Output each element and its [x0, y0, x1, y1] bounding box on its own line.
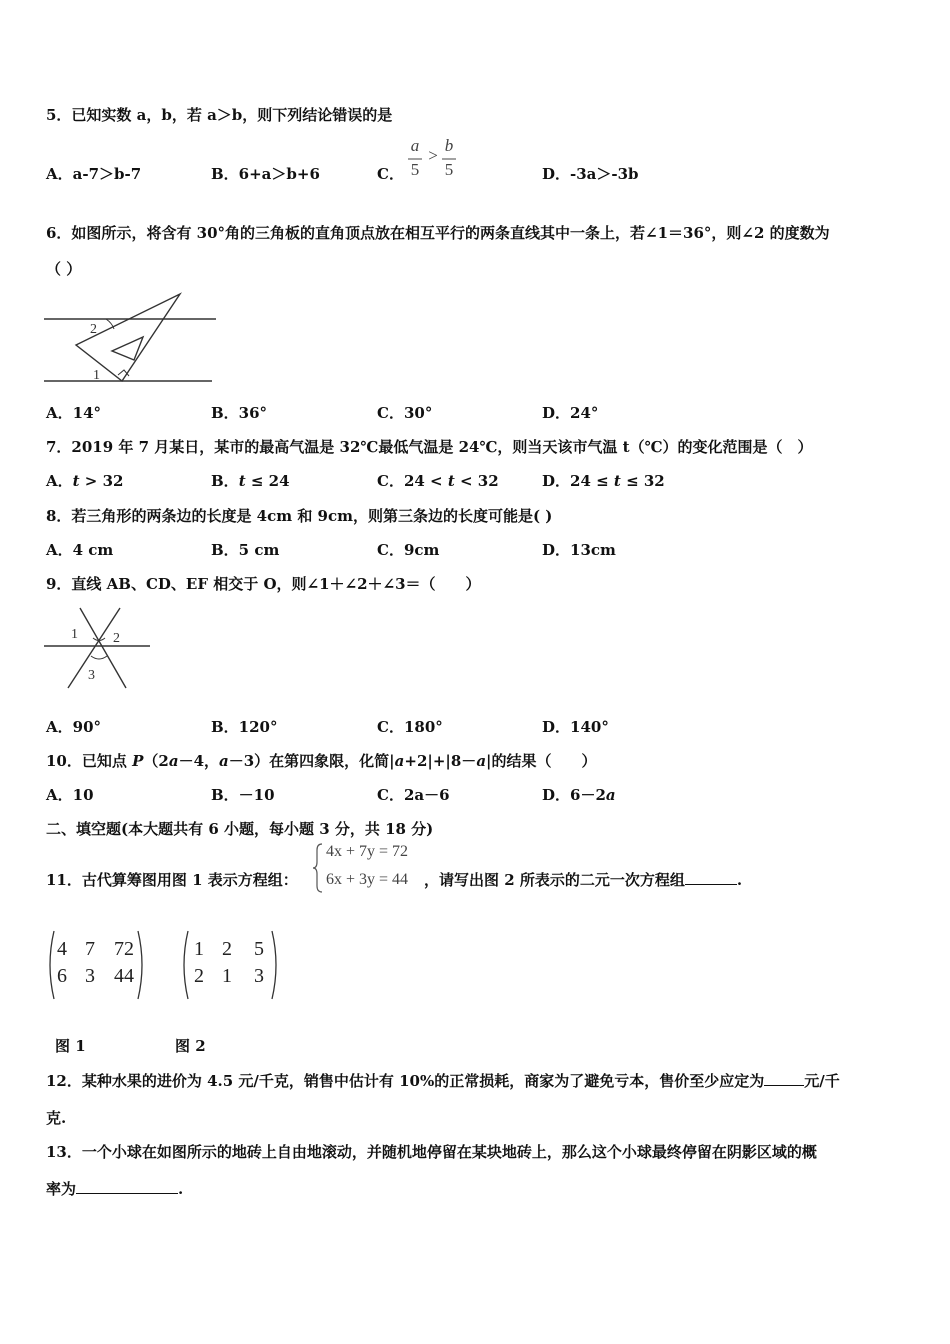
q10-option-a: A．10 [46, 786, 94, 804]
m1-r1c3: 72 [114, 938, 134, 960]
q9-angle-1-label: 1 [71, 627, 78, 642]
q10-s6: |的结果（ ） [486, 752, 597, 770]
q7-c-pre: C．24 < [377, 472, 448, 490]
q10-s3: －4， [178, 752, 219, 770]
q10-var-a1: a [168, 752, 179, 770]
m2-r1c3: 5 [254, 938, 264, 960]
q8-option-d: D．13cm [542, 541, 616, 559]
m2-r2c1: 2 [194, 965, 204, 987]
q13-stem: 13．一个小球在如图所示的地砖上自由地滚动，并随机地停留在某块地砖上，那么这个小球最终停留在阴影区域的概 [46, 1143, 817, 1161]
q5-stem: 5．已知实数 a，b，若 a＞b，则下列结论错误的是 [46, 106, 393, 124]
q11-stem-post-text: ，请写出图 2 所表示的二元一次方程组 [424, 871, 685, 889]
m1-r1c1: 4 [57, 938, 67, 960]
q9-option-a: A．90° [46, 718, 102, 736]
q10-var-a2: a [219, 752, 229, 770]
q11-figure-2-caption: 图 2 [175, 1037, 206, 1055]
q9-option-c: C．180° [377, 718, 443, 736]
q11-figure-1-caption: 图 1 [55, 1037, 86, 1055]
q10-option-c: C．2a－6 [377, 786, 450, 804]
q6-option-b: B．36° [211, 404, 268, 422]
q7-d-post: ≤ 32 [620, 472, 665, 490]
q12-stem-line-2: 克. [46, 1109, 67, 1127]
q8-option-a: A．4 cm [46, 541, 114, 559]
q13-stem-line-2 [46, 1178, 183, 1199]
q9-angle-3-label: 3 [88, 668, 95, 683]
q11-stem-pre: 11．古代算筹图用图 1 表示方程组： [46, 871, 298, 889]
fraction-bars [406, 158, 460, 162]
q10-var-a4: a [476, 752, 487, 770]
q12-stem [46, 1070, 840, 1091]
m2-r2c3: 3 [254, 965, 264, 987]
q10-s5: +2|+|8－ [404, 752, 477, 770]
m1-r2c3: 44 [114, 965, 134, 987]
q10-s4: －3）在第四象限，化简| [228, 752, 395, 770]
q9-angle-2-label: 2 [113, 631, 120, 646]
frac-num-a: a [410, 136, 420, 155]
q9-option-d: D．140° [542, 718, 609, 736]
q11-answer-blank[interactable] [685, 870, 737, 885]
q10-option-d [542, 784, 616, 805]
m2-r1c1: 1 [194, 938, 204, 960]
q7-option-c [377, 470, 499, 491]
q10-var-a3: a [394, 752, 405, 770]
q11-stem-end: . [736, 871, 743, 889]
q5-option-d: D．-3a＞-3b [542, 165, 639, 183]
q10-s2: （2 [143, 752, 169, 770]
m2-r1c2: 2 [222, 938, 232, 960]
q12-answer-blank[interactable] [764, 1071, 804, 1086]
q6-angle-2-label: 2 [90, 322, 97, 337]
q6-option-a: A．14° [46, 404, 102, 422]
q12-stem-pre: 12．某种水果的进价为 4.5 元/千克，销售中估计有 10%的正常损耗，商家为了避免亏本，售价至少应定为 [46, 1072, 765, 1090]
q12-stem-post: 元/千 [804, 1072, 840, 1090]
q10-option-b: B．－10 [211, 786, 275, 804]
q7-option-d [542, 470, 665, 491]
q11-equation-2: 6x + 3y = 44 [326, 871, 409, 888]
q7-d-pre: D．24 ≤ [542, 472, 614, 490]
q8-option-b: B．5 cm [211, 541, 280, 559]
q6-figure-triangle [40, 290, 220, 386]
q10-d-var: a [605, 786, 616, 804]
q7-option-a [46, 470, 123, 491]
m1-r1c2: 7 [85, 938, 95, 960]
q6-stem-paren: （ ） [46, 260, 82, 278]
q8-option-c: C．9cm [377, 541, 440, 559]
q5-option-c-label: C． [377, 165, 404, 183]
q6-stem: 6．如图所示，将含有 30°角的三角板的直角顶点放在相互平行的两条直线其中一条上，若∠1＝36°，则∠2 的度数为 [46, 224, 830, 242]
q7-d-var: t [613, 472, 621, 490]
m1-r2c2: 3 [85, 965, 95, 987]
q8-stem: 8．若三角形的两条边的长度是 4cm 和 9cm，则第三条边的长度可能是( ) [46, 507, 553, 525]
q11-equation-1: 4x + 7y = 72 [326, 843, 409, 860]
q5-option-a: A．a-7＞b-7 [46, 165, 142, 183]
q7-c-post: < 32 [454, 472, 499, 490]
q7-a-var: t [72, 472, 80, 490]
q6-option-d: D．24° [542, 404, 599, 422]
q9-figure-intersecting-lines [40, 600, 156, 694]
q7-b-var: t [238, 472, 246, 490]
q9-stem: 9．直线 AB、CD、EF 相交于 O，则∠1＋∠2＋∠3＝（ ） [46, 575, 481, 593]
q11-system-brace [312, 842, 324, 894]
q7-stem: 7．2019 年 7 月某日，某市的最高气温是 32℃最低气温是 24℃，则当天该市气温 t（℃）的变化范围是（ ） [46, 438, 813, 456]
q5-option-b: B．6+a＞b+6 [211, 165, 320, 183]
q10-d-pre: D．6－2 [542, 786, 606, 804]
q7-b-pre: B． [211, 472, 239, 490]
q6-option-c: C．30° [377, 404, 433, 422]
q10-stem [46, 750, 597, 771]
q7-a-pre: A． [46, 472, 73, 490]
q7-a-post: > 32 [79, 472, 124, 490]
frac-den-2: 5 [444, 160, 454, 179]
q13-answer-blank[interactable] [76, 1179, 178, 1194]
section-2-title: 二、填空题(本大题共有 6 小题，每小题 3 分，共 18 分) [46, 820, 434, 838]
q7-c-var: t [447, 472, 455, 490]
frac-gt: > [428, 146, 438, 165]
m1-r2c1: 6 [57, 965, 67, 987]
q13-stem2-end: . [178, 1180, 184, 1198]
q10-point-p: P [132, 752, 144, 770]
q7-b-post: ≤ 24 [245, 472, 290, 490]
q6-angle-1-label: 1 [93, 368, 100, 383]
m2-r2c2: 1 [222, 965, 232, 987]
q9-option-b: B．120° [211, 718, 278, 736]
q7-option-b [211, 470, 290, 491]
q11-stem-post [424, 869, 742, 890]
q10-s1: 10．已知点 [46, 752, 133, 770]
frac-num-b: b [444, 136, 454, 155]
q13-stem2-pre: 率为 [46, 1180, 77, 1198]
frac-den-1: 5 [410, 160, 420, 179]
